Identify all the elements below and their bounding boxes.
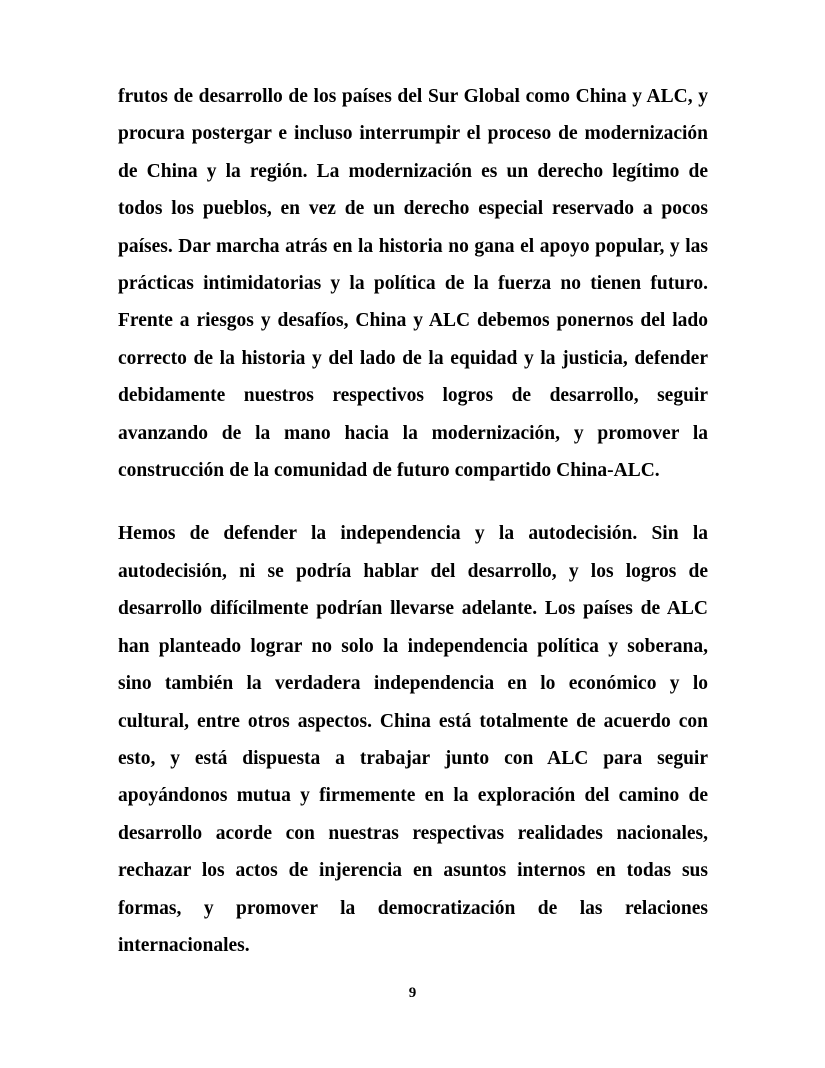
document-body bbox=[118, 78, 708, 964]
paragraph-1: frutos de desarrollo de los países del Sur Global como China y ALC, y procura postergar e incluso interrumpir el proceso de modernización de China y la región. La modernización es un derecho legítimo de todos los pueblos, en vez de un derecho especial reservado a pocos países. Dar marcha atrás en la historia no gana el apoyo popular, y las prácticas intimidatorias y la política de la fuerza no tienen futuro. Frente a riesgos y desafíos, China y ALC debemos ponernos del lado correcto de la historia y del lado de la equidad y la justicia, defender debidamente nuestros respectivos logros de desarrollo, seguir avanzando de la mano hacia la modernización, y promover la construcción de la comunidad de futuro compartido China-ALC. bbox=[118, 86, 708, 482]
paragraph-2: Hemos de defender la independencia y la autodecisión. Sin la autodecisión, ni se podría hablar del desarrollo, y los logros de desarrollo difícilmente podrían llevarse adelante. Los países de ALC han planteado lograr no solo la independencia política y soberana, sino también la verdadera independencia en lo económico y lo cultural, entre otros aspectos. China está totalmente de acuerdo con esto, y está dispuesta a trabajar junto con ALC para seguir apoyándonos mutua y firmemente en la exploración del camino de desarrollo acorde con nuestras respectivas realidades nacionales, rechazar los actos de injerencia en asuntos internos en todas sus formas, y promover la democratización de las relaciones internacionales. bbox=[118, 523, 708, 956]
page-number: 9 bbox=[408, 985, 417, 1001]
